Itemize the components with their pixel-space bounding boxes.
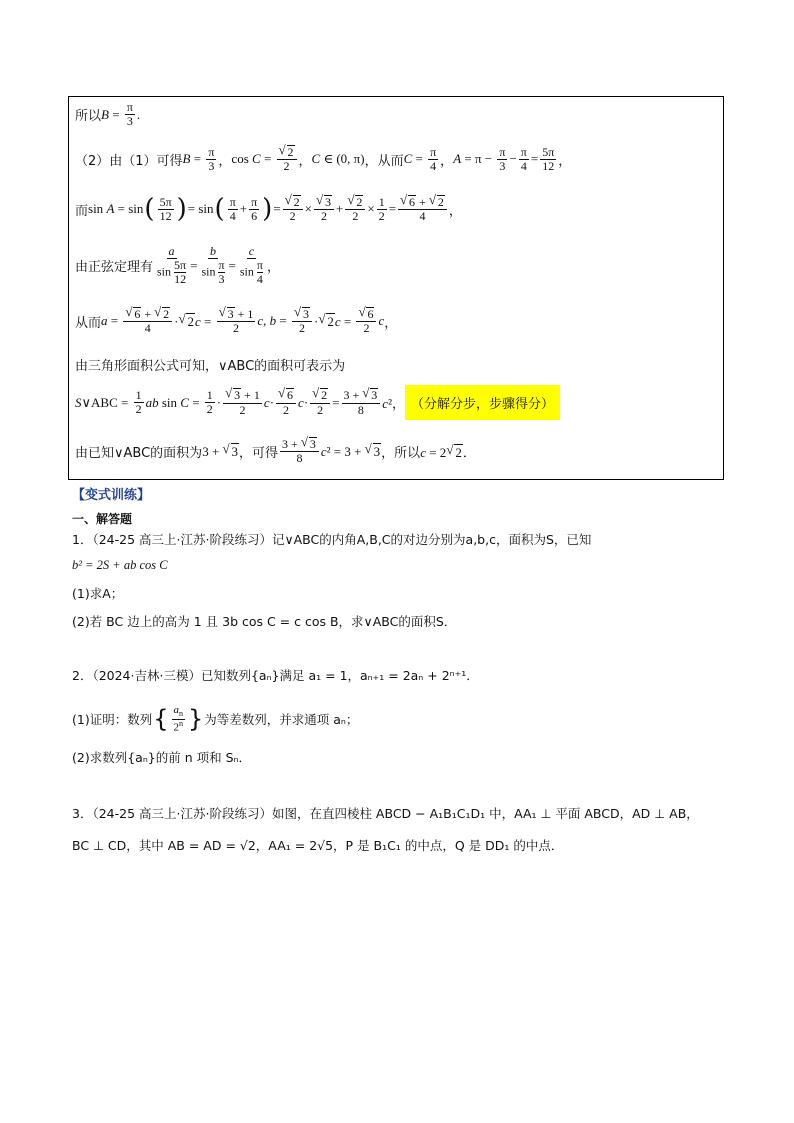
solution-line-3: 而 sin A = sin ( $\frac{5\pi}{12}$ ) = sin ( $\frac{\pi}{4}$ + $\frac{\pi}{6}$ ) = √ $\frac{2}{2}$ × √ $\frac{3}{2}$ + √ $\frac{2}{2}$ × $\frac{1}{2}$ = √ $\frac{6 + √ 2}{4}$ ， (75, 195, 462, 223)
problem-1-line-1: 1．（24-25 高三上·江苏·阶段练习）记∨ABC的内角A,B,C的对边分别为a,b,c，面积为S，已知 (72, 532, 592, 547)
solution-line-6: 由三角形面积公式可知，∨ABC的面积可表示为 (75, 359, 346, 374)
solution-box (68, 96, 724, 480)
problem-1-question-2: (2)若 BC 边上的高为 1 且 3b cos C = c cos B，求∨ABC的面积S． (72, 614, 457, 629)
problem-1-line-2: b² = 2S + ab cos C (72, 558, 168, 572)
solution-line-8: 由已知∨ABC的面积为 3 + √ 3 ，可得 $\frac{3 + √ 3}{8}$ c² = 3 + √ 3 ，所以 c = 2√ 2． (75, 437, 476, 465)
problem-2-question-2: (2)求数列{aₙ}的前 n 项和 Sₙ． (72, 750, 252, 765)
solution-line-7: S ∨ABC = $\frac{1}{2}$ ab sin C = $\frac{1}{2}$ · √ $\frac{3 + 1}{2}$ c · √ $\frac{6}{2}$ c · √ $\frac{2}{2}$ = $\frac{3 + √ 3}{8}$ c²， （分解分步，步骤得分） (75, 385, 560, 420)
section-title: 【变式训练】 (72, 488, 151, 503)
section-heading: 一、解答题 (72, 512, 133, 526)
scoring-note: （分解分步，步骤得分） (405, 385, 560, 420)
problem-2-line-1: 2．（2024·吉林·三模）已知数列{aₙ}满足 a₁ = 1，aₙ₊₁ = 2aₙ + 2ⁿ⁺¹． (72, 668, 479, 683)
solution-line-4: 由正弦定理有 a sin $\frac{5\pi}{12}$ = b sin $\frac{\pi}{3}$ = c sin $\frac{\pi}{4}$ ， (75, 244, 280, 287)
problem-3-line-1: 3．（24-25 高三上·江苏·阶段练习）如图，在直四棱柱 ABCD − A₁B₁C₁D₁ 中，AA₁ ⊥ 平面 ABCD，AD ⊥ AB， (72, 806, 699, 821)
problem-3-line-2: BC ⊥ CD，其中 AB = AD = √2，AA₁ = 2√5，P 是 B₁C₁ 的中点，Q 是 DD₁ 的中点． (72, 838, 564, 853)
problem-1-question-1: (1)求A； (72, 586, 124, 601)
problem-2-question-1: (1)证明：数列 { $\frac{a_n}{2^n}$ } 为等差数列，并求通项 aₙ； (72, 704, 359, 734)
solution-line-2: （2）由（1）可得 B = $\frac{\pi}{3}$ ， cos C = √ $\frac{2}{2}$ ， C ∈ (0, π) ，从而 C = $\frac{\pi}{4}$ ， A = π − $\frac{\pi}{3}$ − $\frac{\pi}{4}$ = $\frac{5\pi}{12}$ ， (75, 145, 571, 173)
solution-line-5: 从而 a = √ $\frac{6 + √ 2}{4}$ ·√ 2c = √ $\frac{3 + 1}{2}$ c , b = √ $\frac{3}{2}$ ·√ 2c = √ $\frac{6}{2}$ c ， (75, 307, 397, 335)
solution-line-1: 所以 B = $\frac{\pi}{3}$ . (75, 100, 141, 129)
